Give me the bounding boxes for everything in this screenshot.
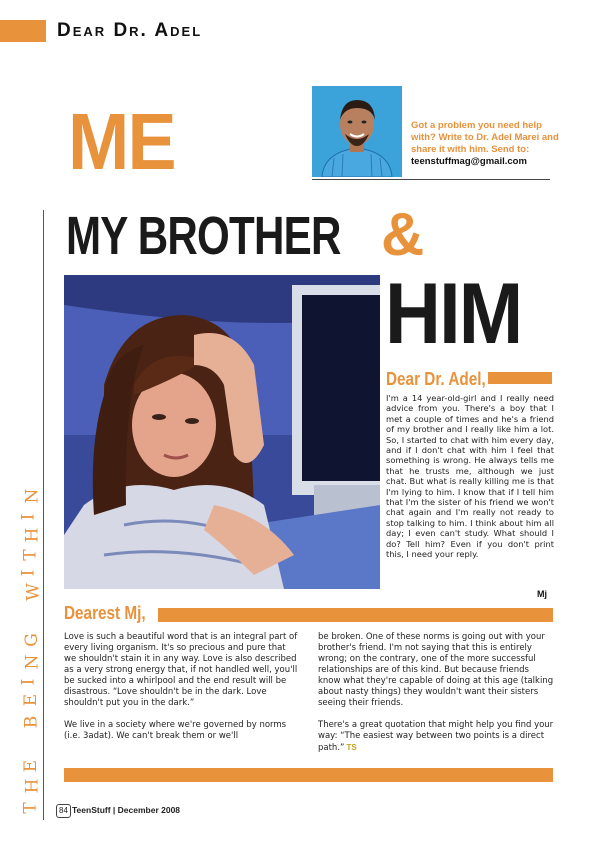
footer-publication: TeenStuff | December 2008 bbox=[72, 805, 181, 815]
side-letter: I bbox=[18, 569, 39, 577]
title-ampersand: & bbox=[381, 201, 425, 268]
reply-heading: Dearest Mj, bbox=[64, 603, 146, 623]
side-letter: T bbox=[20, 802, 41, 814]
title-him: HIM bbox=[385, 266, 522, 362]
side-letter: E bbox=[21, 759, 42, 773]
contact-prompt: Got a problem you need help with? Write to Dr. Adel Marei and share it with him. Send to: bbox=[411, 120, 559, 155]
page-number: 84 bbox=[56, 804, 71, 818]
doctor-photo bbox=[312, 86, 402, 177]
title-me: ME bbox=[68, 97, 175, 186]
side-letter: E bbox=[21, 693, 42, 707]
reply-paragraph: Love is such a beautiful word that is an integral part of every living organism. It's so precious and pure that we shouldn't stain it in any way. Love is also described as a very strong energy that, if not handled well, you'll be sucked into a whirlpool and the end result will be disastrous. “Love shouldn't be in the dark. Love shouldn't put you in the dark.” bbox=[64, 632, 298, 708]
reply-column-left bbox=[64, 632, 300, 753]
side-letter: I bbox=[18, 513, 39, 521]
contact-email[interactable]: teenstuffmag@gmail.com bbox=[411, 156, 527, 167]
reply-paragraph: We live in a society where we're governed by norms (i.e. 3adat). We can't break them or we'll bbox=[64, 720, 287, 741]
contact-box bbox=[411, 120, 561, 168]
girl-at-computer-illustration bbox=[64, 275, 380, 589]
letter-heading-bar bbox=[488, 372, 552, 384]
reply-paragraph: be broken. One of these norms is going out with your brother's friend. I'm not saying that this is entirely wrong; on the contrary, one of the more successful relationships are of this kind. But because friends know what they're capable of doing at this age (talking about nasty things) they wouldn't want their sisters seeing their friends. bbox=[318, 632, 554, 708]
photo-rule bbox=[312, 179, 550, 180]
side-letter: N bbox=[22, 488, 43, 504]
side-letter: T bbox=[20, 549, 41, 561]
column-title: Dear Dr. Adel bbox=[57, 20, 203, 41]
reply-column-right bbox=[318, 632, 554, 765]
side-letter: G bbox=[21, 633, 42, 647]
side-letter: N bbox=[22, 654, 43, 670]
side-vertical-text bbox=[0, 0, 44, 842]
ts-end-mark: TS bbox=[346, 743, 357, 752]
letter-signature: Mj bbox=[537, 589, 547, 599]
side-letter: H bbox=[22, 778, 43, 794]
title-my-brother: MY BROTHER bbox=[66, 206, 341, 266]
side-letter: B bbox=[21, 715, 42, 729]
side-letter: W bbox=[23, 583, 44, 601]
letter-body: I'm a 14 year-old-girl and I really need advice from you. There's a boy that I met a couple of times and he's a friend of my brother and I really like him a lot. So, I started to chat with him every day, and if I don't chat with him I feel that something is wrong. He always tells me that he trusts me, although we just chat. But what is really killing me is that I'm lying to him. I know that if I tell him that I'm the sister of his friend we won't chat again and I'm really not ready to stop talking to him. I think about him all day; I even can't study. What should I do? Tell him? Even if you don't print this, I need your reply. bbox=[386, 393, 554, 560]
reply-paragraph: There's a great quotation that might help you find your way: “The easiest way between two points is a direct path.” TS bbox=[318, 720, 554, 753]
side-letter: I bbox=[18, 678, 39, 686]
letter-heading: Dear Dr. Adel, bbox=[386, 369, 486, 389]
bottom-accent-bar bbox=[64, 768, 553, 782]
reply-heading-bar bbox=[158, 608, 553, 622]
side-letter: H bbox=[22, 527, 43, 543]
